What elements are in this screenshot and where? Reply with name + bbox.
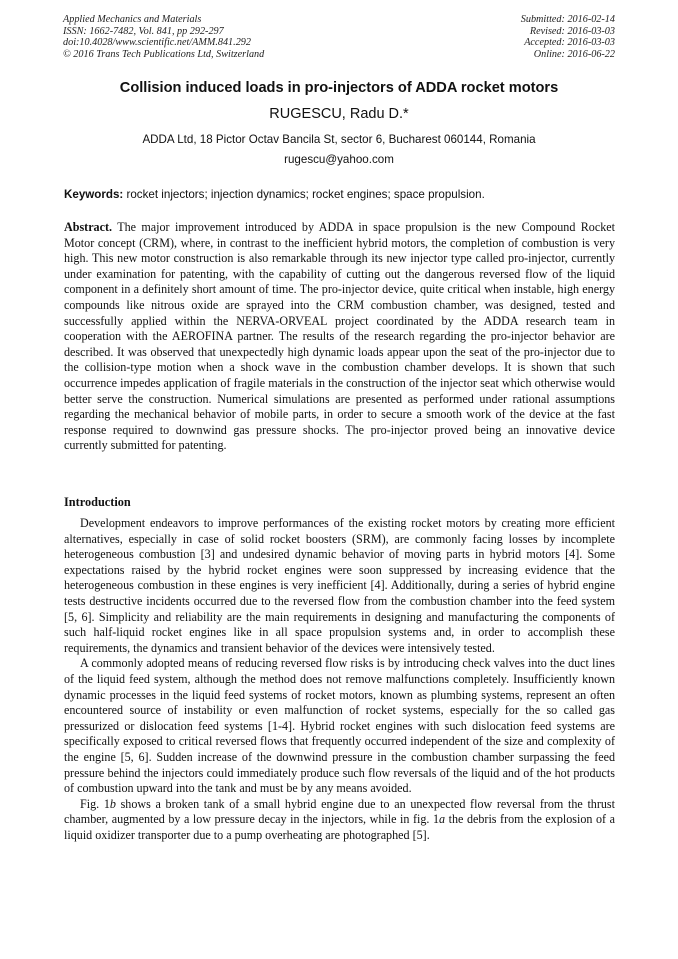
keywords	[64, 188, 624, 201]
journal-name: Applied Mechanics and Materials	[63, 14, 202, 25]
figure-subpanel: b	[109, 796, 116, 811]
abstract	[64, 220, 615, 454]
journal-doi: doi:10.4028/www.scientific.net/AMM.841.292	[63, 37, 251, 49]
intro-text: the debris from the explosion of a liquid oxidizer transporter due to a pump overheating are photographed [5].	[64, 812, 615, 842]
date-submitted: Submitted: 2016-02-14	[520, 14, 615, 25]
intro-paragraph: A commonly adopted means of reducing reversed flow risks is by introducing check valves into the duct lines of the liquid feed system, although the method does not remove malfunctions completely. Insufficiently known dynamic processes in the liquid feed systems of rocket motors, known as plumbing systems, represent an often encountered source of instability or even malfunction of rocket systems, especially for the so called gas pressurized or dislocation feed systems [1-4]. Hybrid rocket engines with such dislocation feed systems are specifically exposed to critical reversed flows that frequently occurred independent of the size and complexity of the engine [5, 6]. Sudden increase of the downwind pressure in the combustion chamber surpassing the feed pressure behind the injectors could immediately produce such flow reversals of the liquid and of the hot products of combustion upward into the tank and must be by any means avoided.	[64, 656, 615, 796]
journal-issn: ISSN: 1662-7482, Vol. 841, pp 292-297	[63, 25, 224, 37]
date-accepted: Accepted: 2016-03-03	[524, 37, 615, 49]
introduction-body	[64, 516, 615, 843]
keywords-label: Keywords:	[64, 188, 124, 201]
abstract-text: The major improvement introduced by ADDA in space propulsion is the new Compound Rocket Motor concept (CRM), where, in contrast to the inefficient hybrid motors, the completion of combustion is very high. This new motor construction is also remarkable through its new injector type called pro-injector, currently under examination for patenting, with the capability of cutting out the dangerous reversed flow of the liquid component in a definitely short amount of time. The pro-injector device, quite critical when instable, high energy compounds like nitrous oxide are sprayed into the CRM combustion chamber, was designed, tested and successfully applied within the NERVA-ORVEAL project coordinated by the ADDA research team in cooperation with the AEROFINA partner. The results of the research regarding the pro-injector behavior are described. It was observed that unexpectedly high dynamic loads appear upon the seat of the pro-injector due to the collision-type motion when a shock wave in the combustion chamber develops. It is shown that such occurrence impedes application of fragile materials in the construction of the injector seat which otherwise would better serve the construction. Numerical simulations are presented as performed under rational assumptions regarding the mechanical behavior of mobile parts, in order to secure a smooth work of the device at the fast response required to downwind gas pressure shocks. The pro-injector proved being an innovative device currently submitted for patenting.	[64, 220, 615, 453]
paper-author: RUGESCU, Radu D.*	[269, 106, 409, 122]
journal-info	[63, 14, 264, 61]
submission-dates	[521, 14, 615, 61]
paper-title: Collision induced loads in pro-injectors of ADDA rocket motors	[119, 80, 559, 96]
author-email: rugescu@yahoo.com	[284, 153, 394, 166]
keywords-text: rocket injectors; injection dynamics; rocket engines; space propulsion.	[123, 188, 485, 201]
section-heading-introduction: Introduction	[64, 495, 131, 509]
date-revised: Revised: 2016-03-03	[529, 25, 615, 37]
figure-reference: Fig. 1	[80, 796, 110, 811]
author-affiliation: ADDA Ltd, 18 Pictor Octav Bancila St, sector 6, Bucharest 060144, Romania	[142, 133, 536, 146]
abstract-label: Abstract.	[64, 220, 113, 234]
figure-subpanel: a	[439, 812, 446, 827]
intro-paragraph: Development endeavors to improve performances of the existing rocket motors by creating more efficient alternatives, especially in case of solid rocket boosters (SRM), are commonly facing losses by incomplete heterogeneous combustion [3] and undesired dynamic behavior of moving parts in hybrid motors [4]. Some expectations raised by the hybrid rocket engines were soon suppressed by increasing evidence that the heterogeneous combustion in these engines is very inefficient [4]. Additionally, during a series of hybrid engine tests destructive incidents occurred due to the reversed flow from the combustion chamber into the feed system [5, 6]. Simplicity and reliability are the main requirements in designing and manufacturing the components of such half-liquid rocket engines like in all space propulsion systems and, in order to accomplish these requirements, the dynamics and transient behavior of the devices were intensively tested.	[64, 516, 615, 655]
intro-text: shows a broken tank of a small hybrid engine due to an unexpected flow reversal from the thrust chamber, augmented by a low pressure decay in the injectors, while in fig. 1	[64, 796, 615, 827]
date-online: Online: 2016-06-22	[533, 49, 615, 61]
intro-paragraph	[64, 797, 615, 844]
journal-copyright: © 2016 Trans Tech Publications Ltd, Switzerland	[63, 49, 265, 61]
